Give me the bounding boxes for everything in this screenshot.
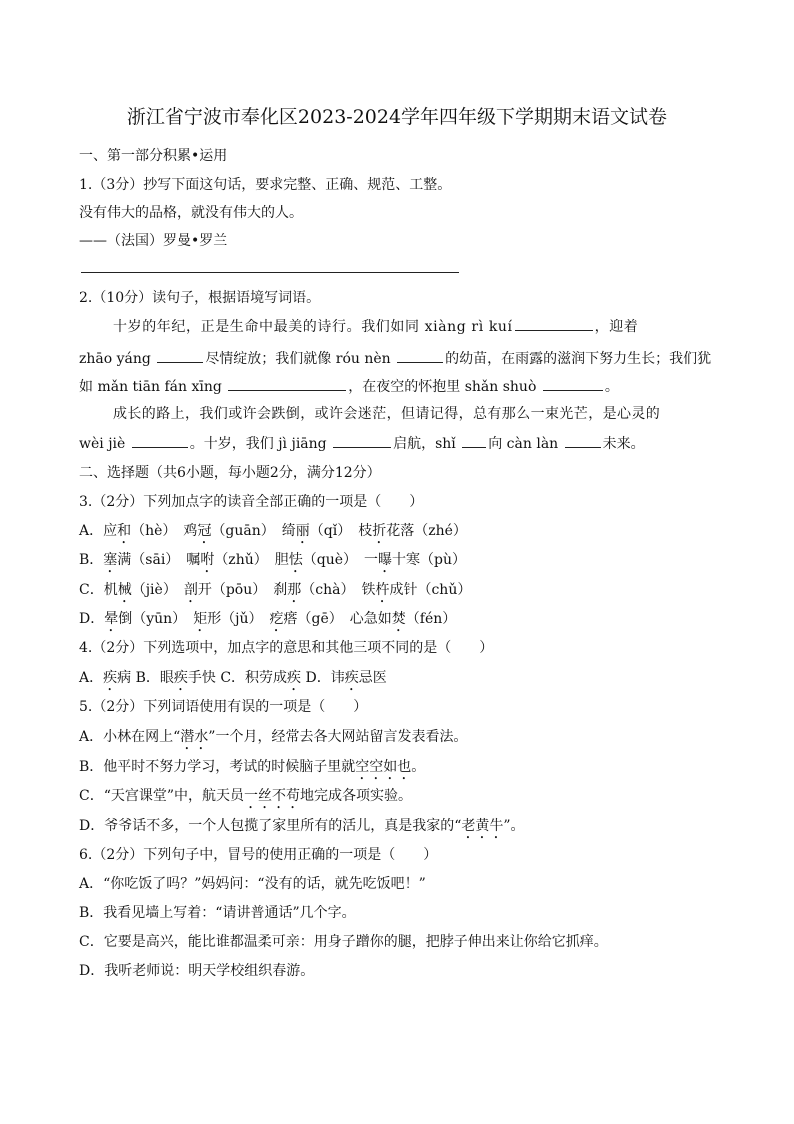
q3-option-a[interactable]: A．应和（hè） 鸡冠（guān） 绮丽（qǐ） 枝折花落（zhé） (79, 523, 467, 539)
blank-ji-jiang[interactable] (333, 433, 391, 448)
q5-stem: 5.（2分）下列词语使用有误的一项是（ ） (79, 699, 368, 715)
q3-option-d[interactable]: D．晕倒（yūn） 矩形（jǔ） 疙瘩（gē） 心急如焚（fén） (79, 611, 457, 627)
section-2-heading: 二、选择题（共6小题，每小题2分，满分12分） (79, 465, 381, 481)
q6-option-d[interactable]: D．我听老师说：明天学校组织春游。 (79, 963, 315, 979)
blank-shi[interactable] (462, 433, 486, 448)
blank-xiang-ri-kui[interactable] (515, 316, 593, 331)
blank-wei-jie[interactable] (132, 433, 188, 448)
q5-option-d[interactable]: D．爷爷话不多，一个人包揽了家里所有的活儿，真是我家的“老黄牛”。 (79, 818, 525, 834)
exam-title: 浙江省宁波市奉化区2023-2024学年四年级下学期期末语文试卷 (126, 106, 668, 128)
q2-paragraph-1-line-1: 十岁的年纪，正是生命中最美的诗行。我们如同 xiàng rì kuí ，迎着 (113, 316, 638, 337)
q2-paragraph-2-line-2: wèi jiè 。十岁，我们 jì jiāng 启航，shǐ 向 càn làn 未来。 (79, 433, 645, 454)
q6-option-b[interactable]: B．我看见墙上写着：“请讲普通话”几个字。 (79, 905, 356, 921)
q4-stem: 4.（2分）下列选项中，加点字的意思和其他三项不同的是（ ） (79, 640, 494, 656)
q2-paragraph-1-line-2: zhāo yáng 尽情绽放；我们就像 róu nèn 的幼苗，在雨露的滋润下努力生长；我们犹 (79, 348, 711, 369)
blank-can-lan[interactable] (565, 433, 601, 448)
blank-shan-shuo[interactable] (543, 376, 603, 391)
blank-man-tian-fan-xing[interactable] (228, 376, 346, 391)
q1-answer-line[interactable] (81, 272, 459, 273)
q1-stem: 1.（3分）抄写下面这句话，要求完整、正确、规范、工整。 (79, 177, 452, 193)
q2-paragraph-2-line-1: 成长的路上，我们或许会跌倒，或许会迷茫，但请记得，总有那么一束光芒，是心灵的 (113, 406, 661, 422)
q5-option-c[interactable]: C．“天宫课堂”中，航天员一丝不苟地完成各项实验。 (79, 788, 413, 804)
q4-options[interactable]: A．疾病 B．眼疾手快 C．积劳成疾 D．讳疾忌医 (79, 670, 387, 686)
q5-option-a[interactable]: A．小林在网上“潜水”一个月，经常去各大网站留言发表看法。 (79, 729, 468, 745)
blank-rou-nen[interactable] (397, 348, 443, 363)
blank-zhao-yang[interactable] (157, 348, 203, 363)
q2-stem: 2.（10分）读句子，根据语境写词语。 (79, 290, 321, 306)
q6-option-c[interactable]: C．它要是高兴，能比谁都温柔可亲：用身子蹭你的腿，把脖子伸出来让你给它抓痒。 (79, 934, 608, 950)
q3-stem: 3.（2分）下列加点字的读音全部正确的一项是（ ） (79, 494, 424, 510)
q1-quote: 没有伟大的品格，就没有伟大的人。 (79, 205, 303, 221)
q1-author: ——（法国）罗曼•罗兰 (79, 233, 228, 249)
q5-option-b[interactable]: B．他平时不努力学习，考试的时候脑子里就空空如也。 (79, 759, 426, 775)
q6-option-a[interactable]: A．“你吃饭了吗？”妈妈问：“没有的话，就先吃饭吧！” (79, 876, 426, 892)
q2-paragraph-1-line-3: 如 mǎn tiān fán xīng ，在夜空的怀抱里 shǎn shuò 。 (79, 376, 619, 397)
section-1-heading: 一、第一部分积累•运用 (79, 148, 228, 164)
q6-stem: 6.（2分）下列句子中，冒号的使用正确的一项是（ ） (79, 847, 438, 863)
q3-option-b[interactable]: B．塞满（sāi） 嘱咐（zhǔ） 胆怯（què） 一曝十寒（pù） (79, 552, 466, 568)
q3-option-c[interactable]: C．机械（jiè） 剖开（pōu） 刹那（chà） 铁杵成针（chǔ） (79, 582, 472, 598)
